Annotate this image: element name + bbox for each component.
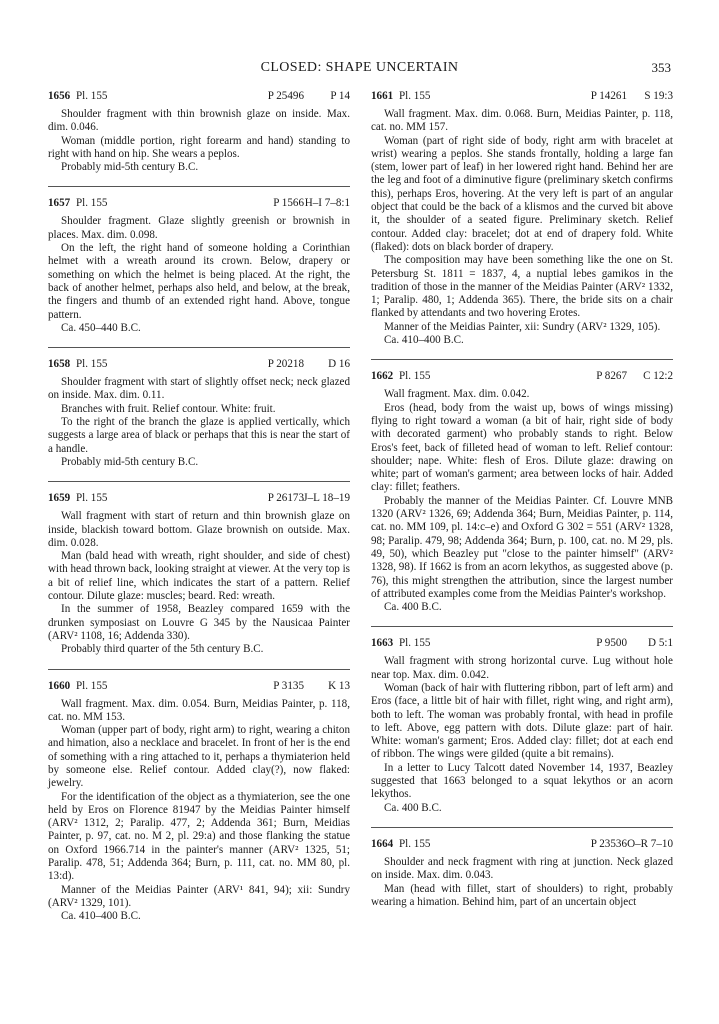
entry-heading <box>48 197 350 211</box>
entry-plate: Pl. 155 <box>398 370 431 383</box>
entry-paragraph: Wall fragment. Max. dim. 0.042. <box>384 388 530 401</box>
entry-paragraph: Shoulder and neck fragment with ring at junction. Neck glazed on inside. Max. dim. 0.043. <box>371 855 673 882</box>
entry-divider <box>48 347 350 348</box>
entry-divider <box>371 827 673 828</box>
entry-number: 1663 <box>371 637 394 650</box>
catalogue-entry <box>48 358 350 469</box>
entry-paragraph: Branches with fruit. Relief contour. White: fruit. <box>61 402 276 415</box>
entry-divider <box>48 669 350 670</box>
entry-paragraph: On the left, the right hand of someone holding a Corinthian helmet with a wreath around its crown. Below, drapery or something on which the helmet is being placed. At the right, the back of another helmet, perhaps also held, and below, at the break, the fingers and thumb of an extended right hand. Above, tongue pattern. <box>48 242 350 321</box>
entry-divider <box>48 481 350 482</box>
entry-paragraph: Ca. 400 B.C. <box>384 601 442 614</box>
entry-grid: S 19:3 <box>644 90 673 102</box>
entry-plate: Pl. 155 <box>75 679 108 692</box>
entry-paragraph: Man (bald head with wreath, right shoulder, and side of chest) with head thrown back, looking straight at viewer. At the very top is a bit of relief line, which indicates the start of a pattern. Relief contour. Dilute glaze: muscles; beard. Red: wreath. <box>48 550 350 603</box>
entry-number: 1659 <box>48 492 71 505</box>
entry-paragraph: Man (head with fillet, start of shoulders) to right, probably wearing a himation. Behind him, part of an uncertain object <box>371 882 673 908</box>
entry-plate: Pl. 155 <box>75 492 108 505</box>
entry-inventory: P 23536 <box>590 837 627 850</box>
entry-paragraph: Shoulder fragment with start of slightly offset neck; neck glazed on inside. Max. dim. 0.11. <box>48 376 350 402</box>
entry-paragraph: Ca. 410–400 B.C. <box>384 334 464 347</box>
entry-heading <box>371 370 673 384</box>
entry-paragraph: Ca. 410–400 B.C. <box>61 910 141 923</box>
entry-paragraph: Wall fragment with start of return and thin brownish glaze on inside, blackish toward bottom. Glaze brownish on outside. Max. dim. 0.028. <box>48 510 350 549</box>
entry-grid: J–L 18–19 <box>303 492 350 505</box>
entry-inventory: P 3135 <box>273 679 304 692</box>
catalogue-entry <box>371 370 673 614</box>
entry-heading <box>371 90 673 104</box>
running-head: CLOSED: SHAPE UNCERTAIN <box>260 60 459 75</box>
left-column <box>48 90 350 936</box>
entry-inventory: P 26173 <box>267 492 304 505</box>
entry-divider <box>371 626 673 627</box>
entry-paragraph: In a letter to Lucy Talcott dated November 14, 1937, Beazley suggested that 1663 belonged to a squat lekythos or an acorn lekythos. <box>371 761 673 801</box>
entry-grid: O–R 7–10 <box>627 837 673 850</box>
entry-inventory: P 20218 <box>267 358 304 371</box>
entry-inventory: P 14261 <box>590 90 627 102</box>
entry-paragraph: Probably mid-5th century B.C. <box>61 455 199 468</box>
entry-plate: Pl. 155 <box>398 637 431 650</box>
catalogue-entry <box>371 637 673 815</box>
entry-plate: Pl. 155 <box>398 90 431 102</box>
entry-paragraph: Woman (upper part of body, right arm) to right, wearing a chiton and himation, also a necklace and bracelet. In front of her is the end of something with a ring attached to it, perhaps a thymiaterion held by someone else. Relief contour. Added clay(?), now flaked: jewelry. <box>48 724 350 790</box>
entry-paragraph: Wall fragment. Max. dim. 0.054. Burn, Meidias Painter, p. 118, cat. no. MM 153. <box>48 697 350 723</box>
entry-paragraph: The composition may have been something like the one on St. Petersburg St. 1811 = 1837, 4, a nuptial lebes gamikos in the tradition of those in the manner of the Meidias Painter (ARV² 1332, 1; Paralip. 480, 1; Addenda 365). There, the bride sits on a chair flanked by attendants and two hovering Erotes. <box>371 254 673 320</box>
entry-plate: Pl. 155 <box>75 358 108 371</box>
entry-heading <box>48 358 350 372</box>
entry-paragraph: Woman (back of hair with fluttering ribbon, part of left arm) and Eros (face, a little bit of hair with fillet, right wing, and right arm), both to left. The woman was probably frontal, with head in profile to left. Above, egg pattern with dots. Dilute glaze: part of hair. White: woman's garment; Eros. Added clay: fillet; dot at each end of ribbon. The wings were gilded (quite a bit remains). <box>371 681 673 761</box>
entry-number: 1664 <box>371 837 394 850</box>
entry-plate: Pl. 155 <box>398 837 431 850</box>
entry-paragraph: Woman (part of right side of body, right arm with bracelet at wrist) wearing a peplos. She stands frontally, holding a large fan (stem, lower part of leaf) in her lowered right hand. Behind her are the leg and foot of a diminutive figure (preliminary sketch confirms this), perhaps Eros, hovering. At the very left is part of an angular object that could be the back of a klismos and the curved bit above it, the shoulder of a seated figure. Preliminary sketch. Relief contour. Added clay: bracelet; dot at end of drapery fold. White (flaked): dots on black border of drapery. <box>371 134 673 253</box>
entry-paragraph: Probably third quarter of the 5th century B.C. <box>61 643 264 656</box>
entry-paragraph: Eros (head, body from the waist up, bows of wings missing) flying to right toward a woman (a bit of hair, right side of body with decorated garment) who probably stands to right. Below Eros's feet, back of filleted head of woman to left. Relief contour: shoulder; nape. White: flesh of Eros. Dilute glaze: drawing on white; part of woman's garment; area between locks of hair. Added clay: fillet; feathers. <box>371 401 673 494</box>
entry-paragraph: To the right of the branch the glaze is applied vertically, which suggests a large area of black or perhaps that this is near the start of a handle. <box>48 416 350 455</box>
entry-grid: D 16 <box>328 358 350 371</box>
entry-heading <box>48 680 350 694</box>
entry-grid: P 14 <box>330 90 350 102</box>
entry-heading <box>371 838 673 852</box>
entry-grid: H–I 7–8:1 <box>304 197 350 210</box>
entry-paragraph: Woman (middle portion, right forearm and hand) standing to right with hand on hip. She wears a peplos. <box>48 134 350 160</box>
catalogue-entry <box>48 680 350 924</box>
entry-paragraph: Wall fragment. Max. dim. 0.068. Burn, Meidias Painter, p. 118, cat. no. MM 157. <box>371 108 673 134</box>
entry-paragraph: Shoulder fragment with thin brownish glaze on inside. Max. dim. 0.046. <box>48 108 350 134</box>
entry-grid: C 12:2 <box>643 370 673 383</box>
entry-inventory: P 9500 <box>596 637 627 650</box>
catalogue-entry <box>371 838 673 909</box>
entry-paragraph: Probably the manner of the Meidias Painter. Cf. Louvre MNB 1320 (ARV² 1326, 69; Addenda 364; Burn, Meidias Painter, p. 114, cat. no. MM 109, pl. 14:c–e) and Oxford G 302 = 551 (ARV² 1328, 98; Paralip. 479, 98; Addenda 364; Burn, p. 100, cat. no. M 29, pls. 49, 50), which Beazley put "close to the painter himself" (ARV² 1328, 98). If 1662 is from an acorn lekythos, as suggested above (p. 76), this might strengthen the attribution, since the largest number of attributed examples come from the Meidias Painter's workshop. <box>371 494 673 600</box>
entry-grid: K 13 <box>328 679 350 692</box>
catalogue-entry <box>48 90 350 174</box>
entry-heading <box>48 90 350 104</box>
entry-paragraph: For the identification of the object as a thymiaterion, see the one held by Eros on Florence 81947 by the Meidias Painter himself (ARV² 1312, 2; Paralip. 477, 2; Addenda 361; Burn, Meidias Painter, p. 97, cat. no. M 2, pl. 29:a) and those flanking the statue on Oxford 1966.714 in the painter's manner (ARV² 1325, 51; Paralip. 478, 51; Addenda 364; Burn, p. 111, cat. no. MM 80, pl. 13:d). <box>48 790 350 883</box>
catalogue-entry <box>48 492 350 656</box>
right-column <box>371 90 673 921</box>
page-number: 353 <box>651 60 671 75</box>
entry-heading <box>371 637 673 651</box>
entry-paragraph: Wall fragment with strong horizontal curve. Lug without hole near top. Max. dim. 0.042. <box>371 655 673 681</box>
entry-plate: Pl. 155 <box>75 197 108 210</box>
entry-divider <box>48 186 350 187</box>
entry-inventory: P 1566 <box>273 197 304 210</box>
entry-paragraph: Ca. 400 B.C. <box>384 801 442 814</box>
entry-paragraph: Shoulder fragment. Glaze slightly greenish or brownish in places. Max. dim. 0.098. <box>48 215 350 241</box>
entry-paragraph: Probably mid-5th century B.C. <box>61 161 199 174</box>
entry-paragraph: In the summer of 1958, Beazley compared 1659 with the drunken symposiast on Louvre G 345 by the Nausicaa Painter (ARV² 1108, 16; Addenda 330). <box>48 603 350 642</box>
entry-number: 1661 <box>371 90 394 102</box>
entry-number: 1658 <box>48 358 71 371</box>
entry-number: 1656 <box>48 90 71 102</box>
entry-divider <box>371 359 673 360</box>
page-header <box>0 61 719 77</box>
entry-inventory: P 25496 <box>267 90 304 102</box>
entry-inventory: P 8267 <box>596 370 627 383</box>
entry-number: 1660 <box>48 679 71 692</box>
entry-paragraph: Ca. 450–440 B.C. <box>61 321 141 334</box>
entry-number: 1657 <box>48 197 71 210</box>
entry-number: 1662 <box>371 370 394 383</box>
entry-paragraph: Manner of the Meidias Painter, xii: Sundry (ARV² 1329, 105). <box>384 320 661 333</box>
entry-paragraph: Manner of the Meidias Painter (ARV¹ 841, 94); xii: Sundry (ARV² 1329, 101). <box>48 883 350 909</box>
catalogue-entry <box>371 90 673 347</box>
catalogue-entry <box>48 197 350 335</box>
entry-plate: Pl. 155 <box>75 90 108 102</box>
entry-grid: D 5:1 <box>648 637 673 650</box>
entry-heading <box>48 492 350 506</box>
